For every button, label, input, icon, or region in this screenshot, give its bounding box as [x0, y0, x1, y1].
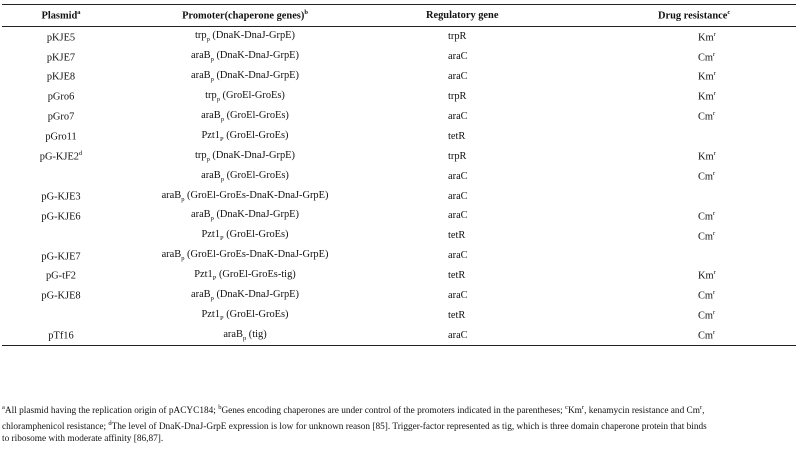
footnote-b-mark: b — [218, 404, 222, 411]
table-row — [2, 226, 796, 246]
table-row — [2, 166, 796, 186]
regulatory-gene: trpR — [448, 150, 467, 162]
cell-drug — [636, 325, 796, 345]
footnote-b: Genes encoding chaperones are under control of the promoters indicated in the parentheses; — [221, 406, 566, 417]
plasmid-name: pG-KJE3 — [41, 191, 81, 203]
footnote-a: All plasmid having the replication origin of pACYC184; — [4, 406, 219, 417]
cell-drug — [636, 67, 796, 87]
cell-promoter — [120, 186, 370, 206]
cell-regulatory — [370, 47, 636, 67]
regulatory-gene: tetR — [448, 230, 466, 242]
header-regulatory — [370, 5, 636, 27]
cell-drug — [636, 87, 796, 107]
chaperone-genes: (GroEl-GroEs) — [219, 90, 285, 102]
table-row — [2, 27, 796, 47]
plasmid-name: pG-KJE8 — [41, 290, 81, 302]
footnote-c-km: Km — [567, 406, 582, 417]
footnote-d-mark: d — [108, 419, 112, 427]
promoter-name: Pzt1 — [194, 269, 213, 281]
cell-promoter — [120, 47, 370, 67]
header-promoter-label: Promoter(chaperone genes) — [182, 10, 305, 22]
drug-resistance: Km — [698, 91, 714, 103]
chaperone-genes: (GroEl-GroEs) — [223, 308, 289, 320]
header-regulatory-label: Regulatory gene — [426, 10, 499, 21]
chaperone-genes: (DnaK-DnaJ-GrpE) — [213, 70, 299, 82]
promoter-name: Pzt1 — [201, 308, 220, 320]
promoter-sub: p — [210, 56, 214, 64]
cell-plasmid — [2, 27, 120, 47]
cell-promoter — [120, 107, 370, 127]
drug-resistance: Km — [698, 71, 714, 83]
table-row — [2, 325, 796, 345]
promoter-sub: p — [210, 76, 214, 84]
plasmid-table — [2, 4, 796, 346]
drug-sup: r — [713, 289, 716, 297]
promoter-sub: p — [220, 175, 224, 183]
promoter-name: trp — [205, 90, 217, 102]
cell-drug — [636, 146, 796, 166]
table-row — [2, 47, 796, 67]
table-row — [2, 107, 796, 127]
footnote-c-km-sup: r — [581, 404, 585, 411]
chaperone-genes: (GroEl-GroEs-DnaK-DnaJ-GrpE) — [184, 189, 329, 201]
drug-resistance: Cm — [698, 111, 714, 123]
regulatory-gene: tetR — [448, 309, 466, 321]
table-row — [2, 146, 796, 166]
plasmid-name: pG-KJE2 — [39, 151, 79, 163]
regulatory-gene: araC — [448, 190, 468, 202]
regulatory-gene: araC — [448, 329, 468, 341]
promoter-name: araB — [191, 50, 211, 62]
promoter-sub: p — [206, 155, 210, 163]
cell-promoter — [120, 27, 370, 47]
drug-sup: r — [713, 30, 716, 38]
footnote-c-mark: c — [565, 404, 568, 411]
chaperone-genes: (DnaK-DnaJ-GrpE) — [209, 30, 295, 42]
promoter-name: araB — [223, 328, 243, 340]
table-footnotes — [2, 402, 714, 446]
chaperone-genes: (GroEl-GroEs-tig) — [216, 269, 296, 281]
cell-promoter — [120, 286, 370, 306]
drug-sup: r — [713, 229, 716, 237]
cell-promoter — [120, 67, 370, 87]
promoter-name: araB — [161, 189, 182, 201]
drug-sup: r — [713, 70, 716, 78]
promoter-name: trp — [195, 149, 207, 161]
drug-resistance: Cm — [698, 211, 714, 223]
cell-regulatory — [370, 126, 636, 146]
cell-regulatory — [370, 226, 636, 246]
chaperone-genes: (DnaK-DnaJ-GrpE) — [213, 288, 299, 300]
cell-drug — [636, 126, 796, 146]
cell-promoter — [120, 126, 370, 146]
table-row — [2, 266, 796, 286]
plasmid-name: pGro11 — [45, 131, 77, 143]
header-plasmid-label: Plasmid — [41, 10, 78, 22]
cell-plasmid — [2, 246, 120, 266]
promoter-sub: p — [210, 295, 214, 303]
plasmid-name: pGro7 — [47, 111, 75, 123]
chaperone-genes: (tig) — [246, 328, 267, 340]
cell-regulatory — [370, 146, 636, 166]
cell-promoter — [120, 166, 370, 186]
drug-sup: r — [713, 90, 716, 98]
regulatory-gene: araC — [448, 111, 468, 122]
cell-plasmid — [2, 146, 120, 166]
cell-drug — [636, 246, 796, 266]
table-row — [2, 67, 796, 87]
regulatory-gene: tetR — [448, 130, 466, 142]
cell-promoter — [120, 325, 370, 345]
table-row — [2, 186, 796, 206]
drug-sup: r — [713, 309, 716, 317]
promoter-sub: P — [212, 275, 217, 283]
cell-promoter — [120, 305, 370, 325]
cell-regulatory — [370, 206, 636, 226]
drug-sup: r — [713, 110, 716, 118]
chaperone-genes: (GroEl-GroEs) — [223, 129, 289, 141]
drug-resistance: Km — [698, 151, 714, 163]
cell-drug — [636, 27, 796, 47]
plasmid-name: pG-KJE7 — [41, 250, 81, 262]
drug-resistance: Km — [698, 270, 714, 282]
table-row — [2, 126, 796, 146]
drug-sup: r — [713, 50, 716, 58]
drug-resistance: Cm — [698, 171, 714, 183]
footnote-c-text: , kenamycin resistance and Cm — [584, 406, 700, 417]
promoter-sub: p — [220, 116, 224, 124]
promoter-name: araB — [201, 109, 221, 121]
header-drug-label: Drug resistance — [658, 10, 728, 22]
header-drug-sup: c — [727, 9, 731, 17]
footnote-c-text-end: , chloramphenicol resistance; — [2, 406, 705, 432]
table-row — [2, 206, 796, 226]
cell-promoter — [120, 146, 370, 166]
promoter-name: araB — [161, 249, 182, 261]
header-promoter-sup: b — [304, 9, 308, 17]
footnote-c-cm-sup: r — [699, 404, 703, 411]
chaperone-genes: (GroEl-GroEs-DnaK-DnaJ-GrpE) — [184, 249, 329, 261]
promoter-sub: p — [242, 334, 247, 342]
plasmid-name: pG-tF2 — [45, 270, 77, 282]
cell-promoter — [120, 266, 370, 286]
cell-regulatory — [370, 67, 636, 87]
cell-plasmid — [2, 107, 120, 127]
cell-regulatory — [370, 87, 636, 107]
table-body — [2, 27, 796, 346]
promoter-sub: p — [206, 36, 210, 44]
regulatory-gene: trpR — [448, 91, 467, 103]
promoter-sub: p — [181, 195, 185, 203]
regulatory-gene: araC — [448, 71, 468, 83]
cell-drug — [636, 286, 796, 306]
cell-promoter — [120, 87, 370, 107]
plasmid-name: pGro6 — [47, 91, 75, 103]
cell-plasmid — [2, 325, 120, 345]
plasmid-name: pG-KJE6 — [41, 211, 81, 223]
chaperone-genes: (GroEl-GroEs) — [223, 169, 289, 181]
chaperone-genes: (DnaK-DnaJ-GrpE) — [213, 50, 299, 62]
header-plasmid-sup: a — [77, 9, 81, 17]
cell-plasmid — [2, 47, 120, 67]
cell-plasmid — [2, 126, 120, 146]
promoter-sub: P — [219, 235, 224, 243]
regulatory-gene: tetR — [448, 270, 466, 282]
cell-promoter — [120, 226, 370, 246]
promoter-name: araB — [191, 288, 211, 300]
cell-promoter — [120, 246, 370, 266]
cell-drug — [636, 305, 796, 325]
drug-sup: r — [713, 269, 716, 277]
drug-resistance: Cm — [698, 310, 714, 322]
drug-sup: r — [713, 209, 716, 217]
table-row — [2, 87, 796, 107]
chaperone-genes: (DnaK-DnaJ-GrpE) — [213, 209, 299, 221]
regulatory-gene: araC — [448, 51, 468, 63]
plasmid-name: pKJE7 — [46, 52, 76, 64]
promoter-name: araB — [191, 70, 211, 82]
table-row — [2, 305, 796, 325]
plasmid-name: pKJE5 — [46, 32, 76, 44]
drug-resistance: Cm — [698, 52, 714, 64]
regulatory-gene: araC — [448, 290, 468, 302]
header-drug — [636, 5, 796, 27]
cell-regulatory — [370, 246, 636, 266]
regulatory-gene: trpR — [448, 31, 467, 43]
cell-drug — [636, 186, 796, 206]
cell-plasmid — [2, 286, 120, 306]
promoter-sub: p — [210, 215, 214, 223]
plasmid-name: pKJE8 — [46, 71, 76, 83]
plasmid-sup: d — [79, 150, 83, 158]
cell-regulatory — [370, 27, 636, 47]
promoter-name: araB — [201, 169, 221, 181]
drug-sup: r — [713, 329, 716, 337]
cell-plasmid — [2, 87, 120, 107]
footnote-a-mark: a — [2, 404, 5, 411]
cell-regulatory — [370, 186, 636, 206]
cell-drug — [636, 206, 796, 226]
header-plasmid — [2, 5, 120, 27]
cell-plasmid — [2, 266, 120, 286]
drug-resistance: Cm — [698, 290, 714, 302]
plasmid-name: pTf16 — [48, 330, 74, 342]
cell-drug — [636, 107, 796, 127]
footnote-d: The level of DnaK-DnaJ-GrpE expression is low for unknown reason [85]. Trigger-factor represented as tig, which is three domain chaperone protein that binds to ribosome with moderate affinity [86,87]. — [2, 421, 707, 445]
drug-sup: r — [713, 150, 716, 158]
header-row — [2, 5, 796, 27]
drug-resistance: Cm — [698, 231, 714, 243]
cell-drug — [636, 266, 796, 286]
drug-resistance: Cm — [698, 330, 714, 342]
cell-plasmid — [2, 166, 120, 186]
chaperone-genes: (DnaK-DnaJ-GrpE) — [209, 149, 295, 161]
regulatory-gene: araC — [448, 210, 468, 222]
cell-plasmid — [2, 67, 120, 87]
drug-sup: r — [713, 169, 716, 177]
cell-drug — [636, 166, 796, 186]
promoter-sub: P — [219, 135, 224, 143]
promoter-sub: p — [216, 96, 220, 104]
promoter-sub: P — [219, 314, 224, 322]
promoter-sub: p — [181, 255, 185, 263]
cell-regulatory — [370, 286, 636, 306]
cell-regulatory — [370, 266, 636, 286]
regulatory-gene: araC — [448, 170, 468, 182]
header-promoter — [120, 5, 370, 27]
cell-drug — [636, 47, 796, 67]
cell-plasmid — [2, 226, 120, 246]
table-row — [2, 286, 796, 306]
chaperone-genes: (GroEl-GroEs) — [223, 229, 289, 241]
promoter-name: trp — [195, 30, 207, 42]
chaperone-genes: (GroEl-GroEs) — [223, 109, 289, 121]
cell-regulatory — [370, 325, 636, 345]
cell-regulatory — [370, 166, 636, 186]
promoter-name: Pzt1 — [201, 229, 220, 241]
cell-plasmid — [2, 206, 120, 226]
cell-plasmid — [2, 305, 120, 325]
drug-resistance: Km — [698, 32, 714, 44]
promoter-name: araB — [191, 209, 211, 221]
cell-drug — [636, 226, 796, 246]
promoter-name: Pzt1 — [201, 129, 220, 141]
cell-promoter — [120, 206, 370, 226]
cell-regulatory — [370, 107, 636, 127]
table-row — [2, 246, 796, 266]
cell-regulatory — [370, 305, 636, 325]
regulatory-gene: araC — [448, 250, 468, 262]
cell-plasmid — [2, 186, 120, 206]
